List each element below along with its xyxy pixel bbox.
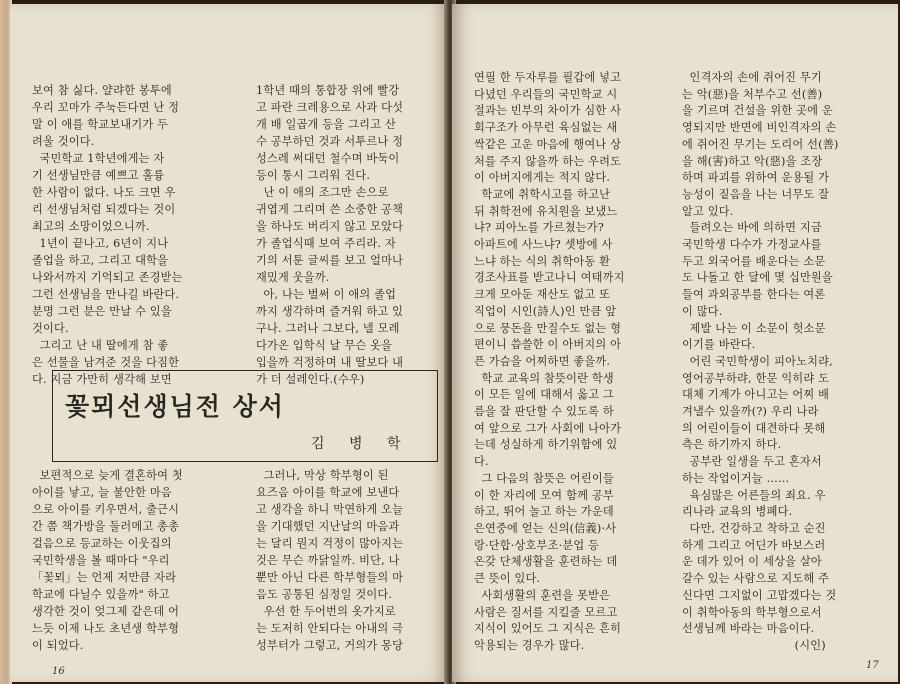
left-page (10, 4, 448, 682)
text-line: 냐? 피아노를 가르쳤는가? (474, 221, 604, 235)
left-lower-column-2 (256, 467, 403, 654)
text-line: 이 아버지에게는 적지 않다. (474, 171, 611, 185)
text-line: 의 어린이들이 대견하다 못해 (682, 421, 826, 435)
text-line: 1학년 때의 통합장 위에 빨강 (256, 84, 400, 97)
text-line: 이 한 자리에 모여 함께 공부 (474, 488, 614, 502)
text-line: 졸업을 하고, 그리고 대학을 (32, 254, 169, 267)
text-line: 우리 꼬마가 주눅든다면 난 정 (32, 101, 180, 114)
text-line: 픈 가슴을 어찌하면 좋을까. (474, 354, 611, 368)
text-line: 성부터가 그렇고, 거의가 몽당 (256, 639, 404, 652)
text-line: 는데 성실하게 하기위함에 있 (474, 438, 618, 452)
text-line: 말 이 애를 학교보내기가 두 (32, 118, 169, 131)
text-line: 신다면 그지없이 고맙겠다는 것 (682, 588, 837, 602)
article-author: 김 병 학 (311, 436, 411, 452)
left-upper-column-2 (256, 82, 403, 388)
text-line: 름을 잘 판단할 수 있도록 하 (474, 405, 614, 419)
text-line: 싹같은 고운 마음에 행여나 상 (474, 137, 622, 151)
text-line: 구나. 그러나 그보다, 넬 모레 (256, 322, 400, 335)
text-line: 경조사표를 받고나니 여태까지 (474, 271, 625, 285)
text-line: 이 모든 일에 대해서 옳고 그 (474, 388, 614, 402)
text-line: 측은 하기까지 하다. (682, 438, 782, 452)
left-upper-column-1 (32, 82, 183, 388)
text-line: 제발 나는 이 소문이 헛소문 (682, 321, 826, 335)
text-line: 을 기르며 건설을 위한 곳에 운 (682, 104, 833, 118)
text-line: 으로 뭉돈을 만질수도 없는 형 (474, 321, 622, 335)
text-line: 다만, 건강하고 착하고 순진 (682, 521, 826, 535)
text-line: 생각한 것이 엊그제 같은데 어 (32, 605, 180, 618)
text-line: 기 선생님만큼 예쁘고 훌륭 (32, 169, 165, 182)
text-line: 는 달리 뭔지 걱정이 많아지는 (256, 537, 404, 550)
text-line: 등이 통시 그리워 진다. (256, 169, 371, 182)
page-number-right: 17 (866, 660, 879, 671)
text-line: 하며 파괴를 위하여 운용될 가 (682, 171, 830, 185)
text-line: 아파트에 사느냐? 셋방에 사 (474, 238, 613, 252)
text-line: 선생님께 바라는 마음이다. (682, 622, 815, 636)
text-line: 아이를 낳고, 늘 불안한 마음 (32, 486, 172, 499)
text-line: 영되지만 반면에 비인격자의 손 (682, 121, 837, 135)
text-line: 보편적으로 늦게 결혼하여 첫 (32, 469, 183, 482)
text-line: 학교에 취학시고를 하고난 (474, 187, 611, 201)
text-line: 도 나돌고 한 달에 몇 십만원을 (682, 271, 833, 285)
right-column-2 (682, 70, 839, 655)
text-line: 이 많다. (682, 304, 723, 318)
text-line: 갈수 있는 사람으로 지도해 주 (682, 572, 830, 586)
text-line: 려울 것이다. (32, 135, 95, 148)
text-line: 입을까 걱정하며 내 딸보다 내 (256, 356, 404, 369)
text-line: 것은 무슨 까닭일까. 비단, 나 (256, 554, 400, 567)
text-line: 재밌게 웃을까. (256, 271, 330, 284)
text-line: 어린 국민학생이 피아노치랴, (682, 354, 833, 368)
text-line: 들려오는 바에 의하면 지금 (682, 221, 822, 235)
text-line: 최고의 소망이었으니까. (32, 220, 150, 233)
text-line: 능성이 짙음을 나는 너무도 잘 (682, 187, 830, 201)
text-line: 기의 서툰 글씨를 보고 얼마나 (256, 254, 404, 267)
text-line: 분명 그런 분은 만날 수 있을 (32, 305, 172, 318)
text-line: 뒤 취학전에 유치원을 보냈느 (474, 204, 618, 218)
text-line: 개 배 일곱개 등을 그리고 산 (256, 118, 396, 131)
text-line: 하게 그리고 어딘가 바보스러 (682, 538, 826, 552)
text-line: 걸음으로 등교하는 이웃집의 (32, 537, 172, 550)
text-line: 크게 모아둔 재산도 없고 또 (474, 288, 611, 302)
text-line: 운 데가 있어 이 세상을 살아 (682, 555, 822, 569)
text-line: 뿐만 아닌 다른 학부형들의 마 (256, 571, 404, 584)
text-line: 까지 생각하며 즐거워 하고 있 (256, 305, 404, 318)
text-line: 고 파란 크레용으로 사과 다섯 (256, 101, 404, 114)
text-line: 이 되었다. (32, 639, 84, 652)
text-line: 학교에 다닐수 있을까" 하고 (32, 588, 170, 601)
right-column-1 (474, 70, 625, 655)
text-line: 회구조가 아무런 육심없는 새 (474, 121, 618, 135)
text-line: 성스레 써대던 철수며 바둑이 (256, 152, 400, 165)
text-line: 공부란 일생을 두고 혼자서 (682, 455, 822, 469)
text-line: 음도 공통된 심정일 것이다. (256, 588, 393, 601)
text-line: 을 해(害)하고 악(惡)을 조장 (682, 154, 823, 168)
text-line: 국민학생을 볼 때마다 "우리 (32, 554, 170, 567)
text-line: 직업이 시인(詩人)인 만큼 앞 (474, 304, 617, 318)
text-line: 느냐 하는 식의 취학아동 환 (474, 254, 611, 268)
text-line: 지식이 있어도 그 지식은 흔히 (474, 622, 622, 636)
text-line: 사람은 질서를 지킬줄 모르고 (474, 605, 618, 619)
text-line: 요즈음 아이를 학교에 보낸다 (256, 486, 400, 499)
text-line: 「꽃뫼」는 언제 저만큼 자라 (32, 571, 177, 584)
text-line: 편이니 씁쓸한 이 아버지의 아 (474, 338, 622, 352)
text-line: 알고 있다. (682, 204, 734, 218)
text-line: 은연중에 얻는 신의(信義)·사 (474, 521, 617, 535)
text-line: 연필 한 두자루를 필갑에 넣고 (474, 71, 622, 84)
text-line: 영어공부하랴, 한문 익히랴 도 (682, 371, 830, 385)
text-line: 온갖 단체생활을 훈련하는 데 (474, 555, 618, 569)
text-line: 대체 기계가 아니고는 어찌 배 (682, 388, 830, 402)
text-line: 은 선물을 남겨준 것을 다짐한 (32, 356, 180, 369)
text-line: 리 선생님처럼 되겠다는 것이 (32, 203, 176, 216)
text-line: 인격자의 손에 쥐어진 무기 (682, 71, 822, 84)
text-line: 나와서까지 기억되고 존경받는 (32, 271, 183, 284)
text-line: 그러나, 막상 학부형이 된 (256, 469, 389, 482)
text-line: 간 쯤 책가방을 둘러메고 총총 (32, 520, 180, 533)
text-line: 을 기대했던 지난날의 마음과 (256, 520, 400, 533)
text-line: 가 더 설레인다.(수우) (256, 373, 365, 386)
text-line: 겨낼수 있을까(?) 우리 나라 (682, 405, 819, 419)
text-line: 하는 작업이거늘 …… (682, 471, 790, 485)
text-line: 리나라 교육의 병폐다. (682, 505, 793, 519)
text-line: 난 이 애의 조그만 손으로 (256, 186, 389, 199)
text-line: 여 앞으로 그가 사회에 나아가 (474, 421, 622, 435)
text-line: 귀엽게 그리며 쓴 소중한 공책 (256, 203, 404, 216)
text-line: 느듯 이제 나도 초년생 학부형 (32, 622, 180, 635)
text-line: 다. (474, 455, 489, 469)
text-line: 랑·단합·상호부조·분업 등 (474, 538, 600, 552)
text-line: 다녔던 우리들의 국민학교 시 (474, 87, 618, 101)
text-line: 는 악(惡)을 처부수고 선(善) (682, 87, 823, 101)
text-line: 국민학교 1학년에게는 자 (32, 152, 165, 165)
text-line: 는 도저히 안되다는 아내의 극 (256, 622, 404, 635)
right-page (452, 4, 898, 682)
article-title-box (52, 370, 438, 462)
text-line: 육심많은 어른들의 죄요. 우 (682, 488, 826, 502)
text-line: 이기를 바란다. (682, 338, 756, 352)
text-line: 악용되는 경우가 많다. (474, 638, 585, 652)
text-line: 1년이 끝나고, 6년이 지나 (32, 237, 169, 250)
text-line: 그 다음의 참뜻은 어린이들 (474, 471, 614, 485)
text-line: 가 졸업식때 보여 주리라. 자 (256, 237, 396, 250)
text-line: 것이다. (32, 322, 69, 335)
text-line: 아, 나는 벌써 이 애의 졸업 (256, 288, 397, 301)
text-line: 그런 선생님을 만나길 바란다. (32, 288, 180, 301)
text-line: 에 쥐어진 무기는 도리어 선(善) (682, 137, 839, 151)
text-line: 처를 주지 않을까 하는 우려도 (474, 154, 622, 168)
text-line: 절과는 빈부의 차이가 심한 사 (474, 104, 622, 118)
text-line: 을 하나도 버리지 않고 모았다 (256, 220, 404, 233)
article-title: 꽃뫼선생님전 상서 (65, 392, 285, 421)
text-line: 두고 외국어를 배운다는 소문 (682, 254, 826, 268)
text-line: 보여 참 싫다. 얄랴한 봉투에 (32, 84, 172, 97)
text-line: 하고, 뛰어 놀고 하는 가운데 (474, 505, 614, 519)
text-line: 한 사람이 없다. 나도 크면 우 (32, 186, 176, 199)
text-line: 이 취학아동의 학부형으로서 (682, 605, 822, 619)
text-line: 들여 과외공부를 한다는 여론 (682, 288, 826, 302)
text-line: (시인) (682, 638, 826, 652)
text-line: 다. 지금 가만히 생각해 보면 (32, 373, 172, 386)
text-line: 고 생각을 하니 막연하게 오늘 (256, 503, 404, 516)
text-line: 수 공부하던 것과 서투르나 정 (256, 135, 404, 148)
text-line: 으로 아이를 키우면서, 출근시 (32, 503, 180, 516)
text-line: 다가온 입학식 날 무슨 옷을 (256, 339, 393, 352)
text-line: 국민학생 다수가 가정교사를 (682, 238, 822, 252)
text-line: 큰 뜻이 있다. (474, 572, 541, 586)
text-line: 학교 교육의 참뜻이란 학생 (474, 371, 614, 385)
text-line: 우선 한 두어번의 옷가지로 (256, 605, 396, 618)
text-line: 사회생활의 훈련을 못받은 (474, 588, 611, 602)
text-line: 그리고 난 내 딸에게 참 좋 (32, 339, 169, 352)
left-lower-column-1 (32, 467, 183, 654)
page-number-left: 16 (52, 666, 65, 677)
